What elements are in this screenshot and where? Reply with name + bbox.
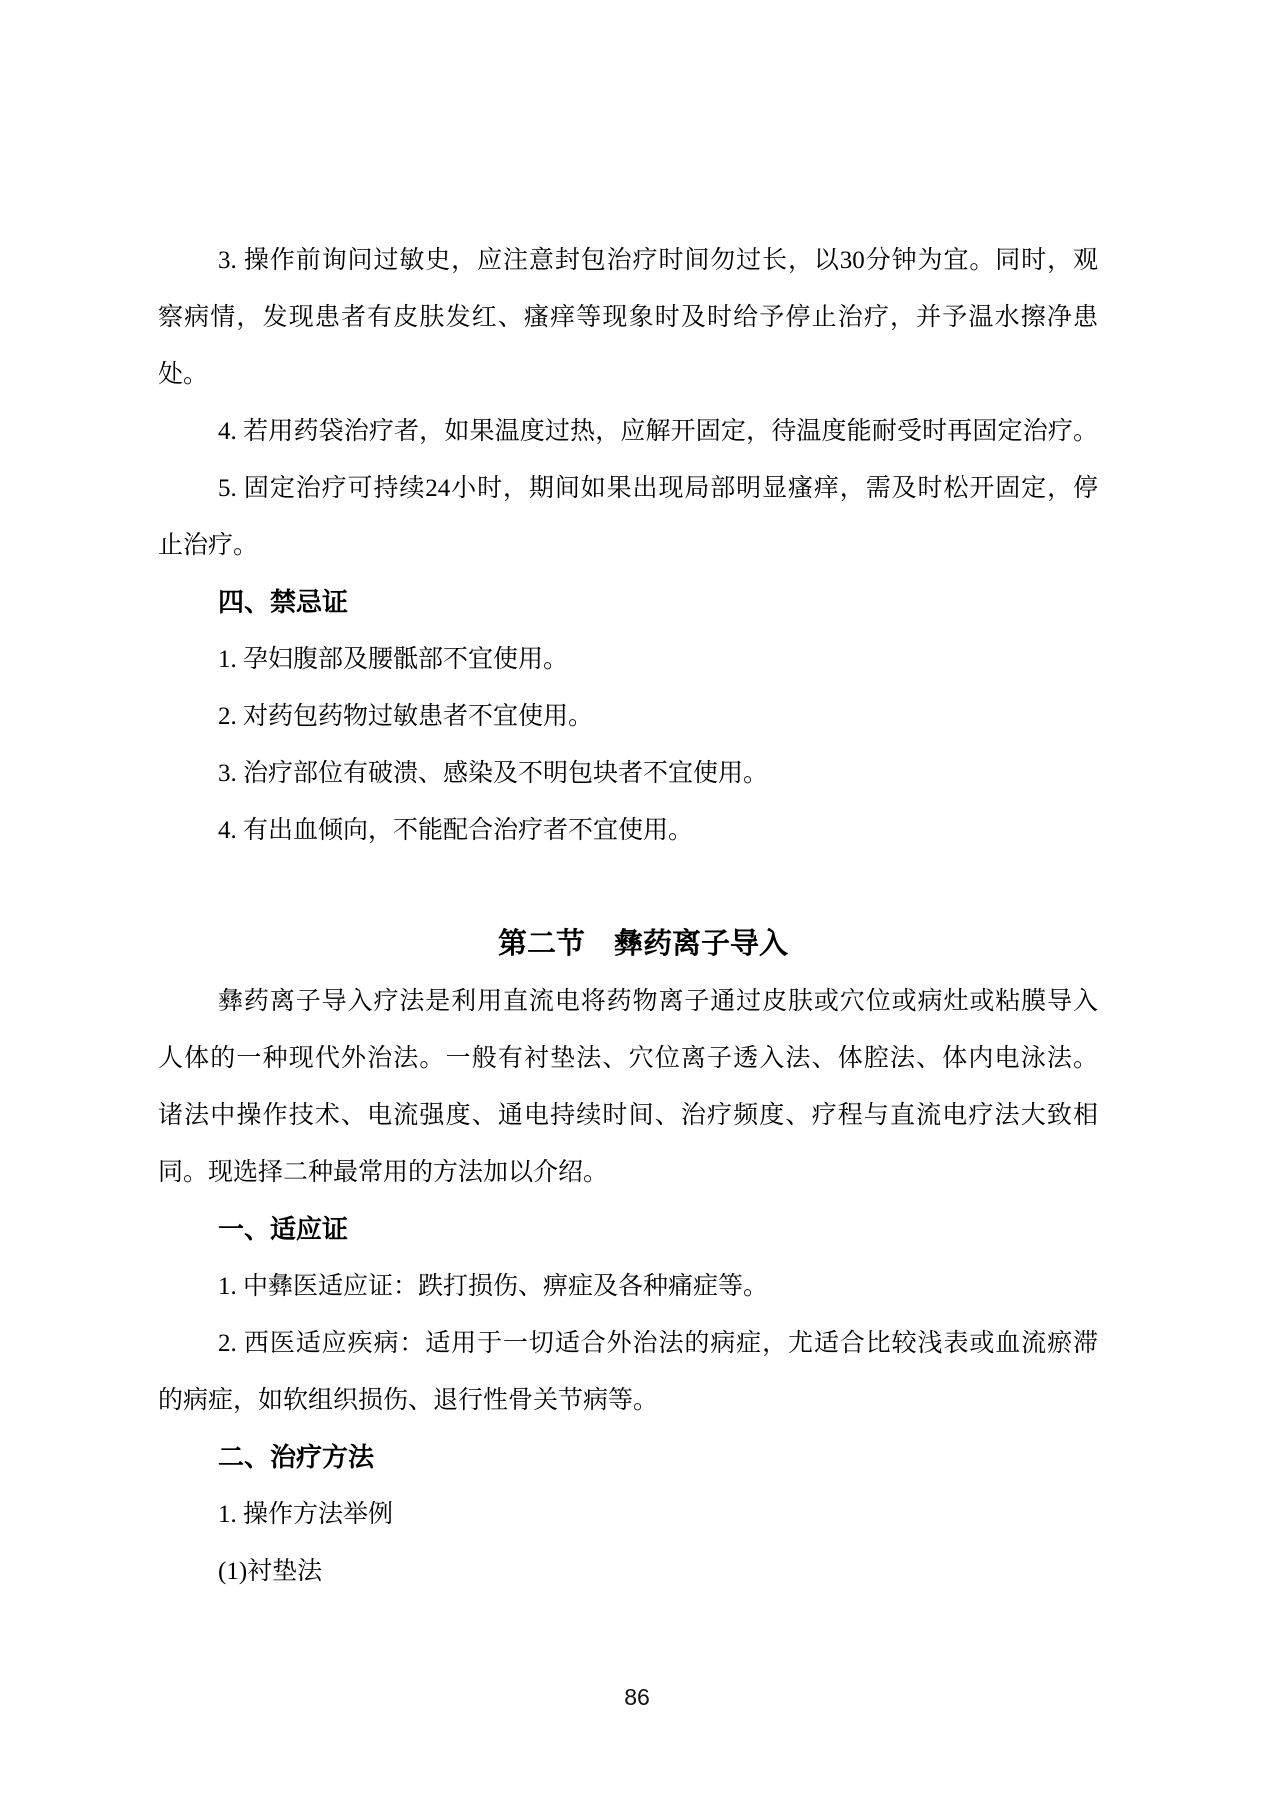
paragraph-line: 2. 对药包药物过敏患者不宜使用。	[218, 703, 594, 730]
paragraph-line: 2. 西医适应疾病：适用于一切适合外治法的病症，尤适合比较浅表或血流瘀滞	[218, 1330, 1098, 1357]
paragraph-line: 4. 若用药袋治疗者，如果温度过热，应解开固定，待温度能耐受时再固定治疗。	[218, 418, 1098, 445]
paragraph-line: 诸法中操作技术、电流强度、通电持续时间、治疗频度、疗程与直流电疗法大致相	[158, 1102, 1098, 1129]
paragraph-line: 的病症，如软组织损伤、退行性骨关节病等。	[158, 1387, 659, 1414]
paragraph-line: 察病情，发现患者有皮肤发红、瘙痒等现象时及时给予停止治疗，并予温水擦净患	[158, 304, 1098, 331]
paragraph-line: 处。	[158, 361, 209, 388]
page-number: 86	[624, 1684, 650, 1710]
paragraph-line: 止治疗。	[158, 532, 259, 559]
blank-line	[158, 859, 1098, 916]
paragraph-line: (1)衬垫法	[218, 1558, 323, 1585]
paragraph-line: 3. 操作前询问过敏史，应注意封包治疗时间勿过长，以30分钟为宜。同时，观	[218, 247, 1098, 274]
section-heading: 二、治疗方法	[218, 1442, 375, 1472]
section-heading: 一、适应证	[218, 1214, 349, 1244]
paragraph-line: 人体的一种现代外治法。一般有衬垫法、穴位离子透入法、体腔法、体内电泳法。	[158, 1045, 1098, 1072]
paragraph-line: 5. 固定治疗可持续24小时，期间如果出现局部明显瘙痒，需及时松开固定，停	[218, 475, 1098, 502]
section-title: 第二节 彝药离子导入	[497, 928, 788, 960]
paragraph-line: 1. 操作方法举例	[218, 1501, 394, 1528]
paragraph-line: 同。现选择二种最常用的方法加以介绍。	[158, 1159, 609, 1186]
document-body	[158, 232, 1098, 1600]
paragraph-line: 4. 有出血倾向，不能配合治疗者不宜使用。	[218, 817, 694, 844]
paragraph-line: 3. 治疗部位有破溃、感染及不明包块者不宜使用。	[218, 760, 769, 787]
section-heading: 四、禁忌证	[218, 587, 349, 617]
paragraph-line: 1. 中彝医适应证：跌打损伤、痹症及各种痛症等。	[218, 1273, 769, 1300]
paragraph-line: 1. 孕妇腹部及腰骶部不宜使用。	[218, 646, 569, 673]
paragraph-line: 彝药离子导入疗法是利用直流电将药物离子通过皮肤或穴位或病灶或粘膜导入	[218, 988, 1098, 1015]
